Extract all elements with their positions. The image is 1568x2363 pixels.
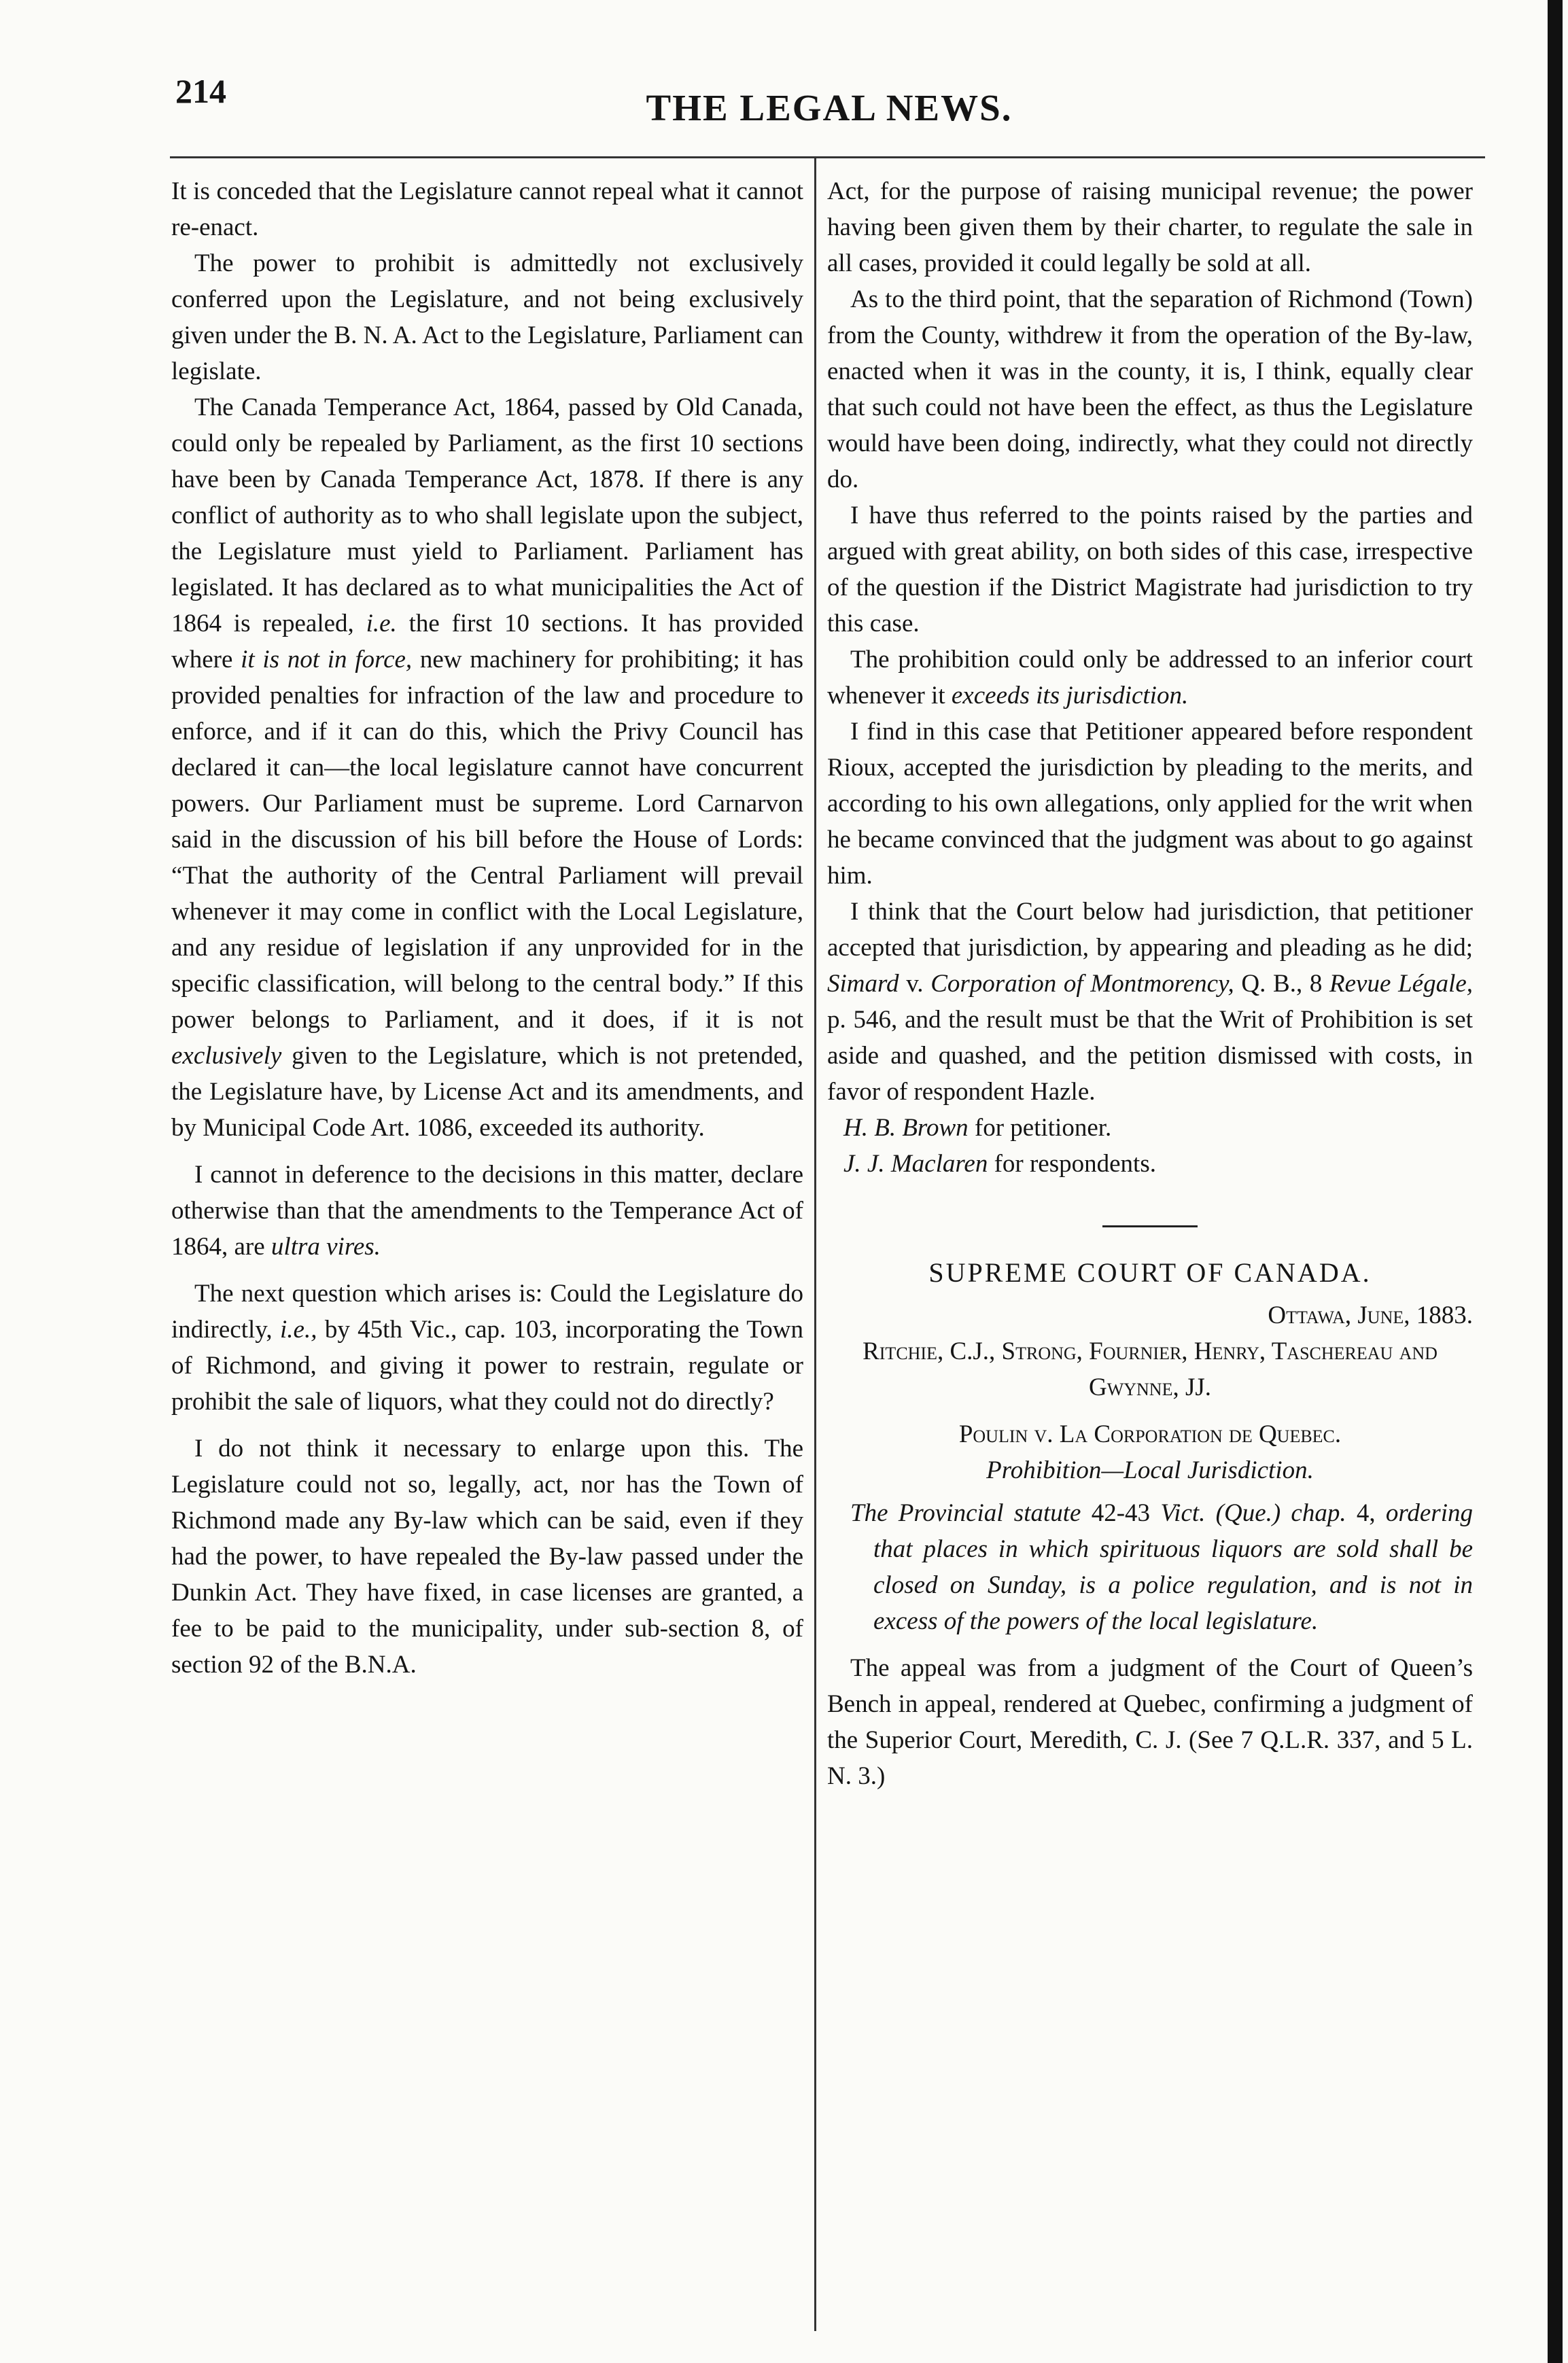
text-run: given to the Legislature, which is not pretended, the Legislature have, by License Act and its amendments, and by Municipal Code Art. 1086, exceeded its authority.: [171, 1042, 803, 1142]
counsel-name: J. J. Maclaren: [843, 1150, 988, 1178]
italic-run: ultra vires.: [271, 1233, 381, 1261]
italic-run: i.e.,: [280, 1316, 317, 1344]
text-run: I cannot in deference to the decisions in this matter, declare otherwise than that the amendments to the Temperance Act of 1864, are: [171, 1161, 803, 1261]
dateline: Ottawa, June, 1883.: [1268, 1301, 1473, 1329]
header-rule: [170, 156, 1485, 158]
italic-run: Corporation of Montmorency,: [930, 970, 1234, 998]
paragraph: [827, 894, 1473, 1110]
text-run: p. 546, and the result must be that the Writ of Prohibition is set aside and quashed, and the petition dismissed with costs, in favor of respondent Hazle.: [827, 1006, 1473, 1106]
text-run: 42-43: [1091, 1499, 1151, 1527]
case-title: Poulin v. La Corporation de Quebec.: [958, 1420, 1342, 1448]
paragraph: As to the third point, that the separation of Richmond (Town) from the County, withdrew it from the operation of the By-law, enacted when it was in the county, it is, I think, equally clear that such could not have been the effect, as thus the Legislature would have been doing, indirectly, what they could not directly do.: [827, 285, 1473, 493]
page-edge-bar: [1548, 0, 1563, 2363]
paragraph: The appeal was from a judgment of the Court of Queen’s Bench in appeal, rendered at Quebec, confirming a judgment of the Superior Court, Meredith, C. J. (See 7 Q.L.R. 337, and 5 L. N. 3.): [827, 1654, 1473, 1790]
text-run: The next question which arises is: Could the Legislature do indirectly,: [171, 1280, 803, 1344]
text-run: by 45th Vic., cap. 103, incorporating the Town of Richmond, and giving it power to restrain, regulate or prohibit the sale of liquors, what they could not do directly?: [171, 1316, 803, 1416]
text-run: Q. B., 8: [1241, 970, 1323, 998]
paragraph: [171, 1157, 803, 1265]
headnote: [827, 1495, 1473, 1639]
italic-run: ordering that places in which spirituous liquors are sold shall be closed on Sunday, is a police regulation, and is not in excess of the powers of the local legislature.: [873, 1499, 1473, 1635]
italic-run: exclusively: [171, 1042, 282, 1070]
running-title: THE LEGAL NEWS.: [646, 87, 1013, 128]
counsel-name: H. B. Brown: [843, 1114, 969, 1142]
counsel-role: for petitioner.: [974, 1114, 1112, 1142]
counsel-role: for respondents.: [994, 1150, 1156, 1178]
text-run: v.: [906, 970, 924, 998]
paragraph: Act, for the purpose of raising municipal revenue; the power having been given them by their charter, to regulate the sale in all cases, provided it could legally be sold at all.: [827, 177, 1473, 277]
paragraph: It is conceded that the Legislature cannot repeal what it cannot re-enact.: [171, 177, 803, 241]
text-run: I think that the Court below had jurisdiction, that petitioner accepted that jurisdiction, by appearing and pleading as he did;: [827, 898, 1473, 962]
paragraph: I have thus referred to the points raised by the parties and argued with great ability, on both sides of this case, irrespective of the question if the District Magistrate had jurisdiction to try this case.: [827, 502, 1473, 637]
paragraph: I do not think it necessary to enlarge upon this. The Legislature could not so, legally, act, nor has the Town of Richmond made any By-law which can be said, even if they had the power, to have repealed the By-law passed under the Dunkin Act. They have fixed, in case licenses are granted, a fee to be paid to the municipality, under sub-section 8, of section 92 of the B.N.A.: [171, 1435, 803, 1679]
text-run: The prohibition could only be addressed to an inferior court whenever it: [827, 646, 1473, 710]
paragraph: The power to prohibit is admittedly not exclusively conferred upon the Legislature, and not being exclusively given under the B. N. A. Act to the Legislature, Parliament can legislate.: [171, 249, 803, 385]
column-rule: [814, 156, 816, 2331]
text-run: new machinery for prohibiting; it has provided penalties for infraction of the law and procedure to enforce, and if it can do this, which the Privy Council has declared it can—the local legislature cannot have concurrent powers. Our Parliament must be supreme. Lord Carnarvon said in the discussion of his bill before the House of Lords: “That the authority of the Central Parliament will prevail whenever it may come in conflict with the Local Legislature, and any residue of legislation if any unprovided for in the specific classification, will belong to the central body.” If this power belongs to Parliament, and it does, if it is not: [171, 646, 803, 1034]
section-divider: [1102, 1225, 1198, 1227]
italic-run: The Provincial statute: [850, 1499, 1081, 1527]
bench-list: Ritchie, C.J., Strong, Fournier, Henry, Taschereau and Gwynne, JJ.: [863, 1337, 1438, 1401]
paragraph: [827, 642, 1473, 714]
italic-run: Revue Légale,: [1329, 970, 1473, 998]
text-run: The Canada Temperance Act, 1864, passed by Old Canada, could only be repealed by Parliament, as the first 10 sections have been by Canada Temperance Act, 1878. If there is any conflict of authority as to who shall legislate upon the subject, the Legislature must yield to Parliament. Parliament has legislated. It has declared as to what municipalities the Act of 1864 is repealed,: [171, 393, 803, 637]
case-subject: Prohibition—Local Jurisdiction.: [986, 1456, 1314, 1484]
italic-run: it is not in force,: [241, 646, 413, 673]
text-run: 4,: [1356, 1499, 1376, 1527]
right-column: [827, 173, 1473, 2334]
section-heading: SUPREME COURT OF CANADA.: [928, 1257, 1372, 1288]
counsel-line: [827, 1110, 1473, 1146]
paragraph: [171, 389, 803, 1146]
text-run: the first 10 sections. It has provided where: [171, 610, 803, 673]
page-number: 214: [175, 72, 226, 110]
paragraph: [171, 1276, 803, 1420]
left-column: [171, 173, 803, 2334]
paragraph: I find in this case that Petitioner appeared before respondent Rioux, accepted the jurisdiction by pleading to the merits, and according to his own allegations, only applied for the writ when he became convinced that the judgment was about to go against him.: [827, 718, 1473, 890]
counsel-line: [827, 1146, 1473, 1182]
page-header: [163, 71, 1495, 139]
italic-run: Vict. (Que.) chap.: [1160, 1499, 1346, 1527]
italic-run: Simard: [827, 970, 899, 998]
italic-run: exceeds its jurisdiction.: [951, 682, 1189, 710]
italic-run: i.e.: [366, 610, 397, 637]
